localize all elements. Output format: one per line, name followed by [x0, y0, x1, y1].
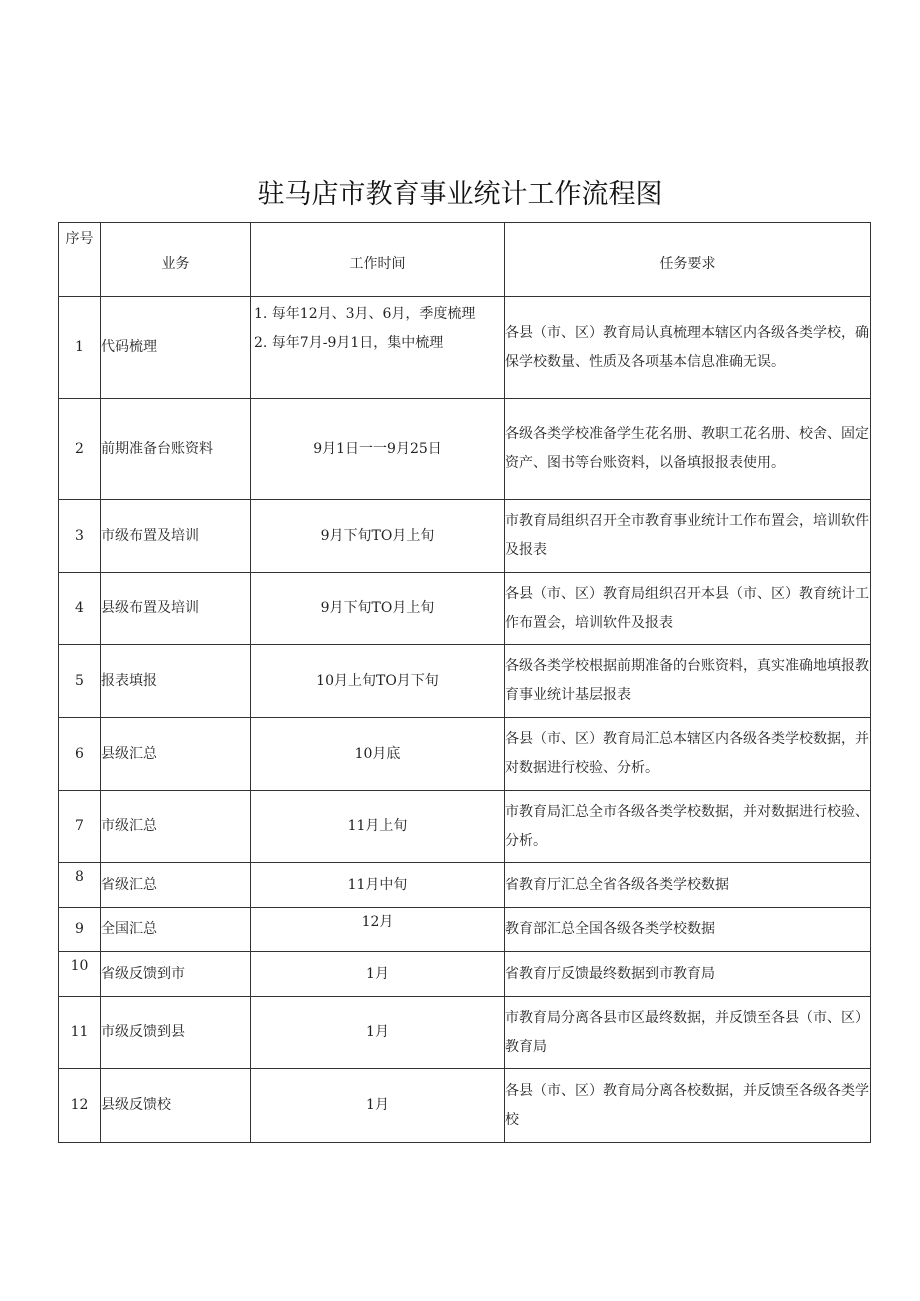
table-row — [59, 863, 871, 908]
row-seq: 4 — [59, 573, 101, 645]
header-time-label: 工作时间 — [349, 256, 406, 272]
table-row — [59, 908, 871, 952]
row-seq: 1 — [59, 297, 101, 399]
row-business: 前期准备台账资料 — [101, 399, 251, 500]
row-business: 市级汇总 — [101, 791, 251, 863]
row-time: 1月 — [251, 952, 505, 997]
row-business: 省级反馈到市 — [101, 952, 251, 997]
table-row — [59, 297, 871, 399]
row-time: 11月上旬 — [251, 791, 505, 863]
row-seq: 9 — [59, 908, 101, 952]
row-time: 9月下旬TO月上旬 — [251, 500, 505, 573]
row-requirement: 市教育局汇总全市各级各类学校数据，并对数据进行校验、分析。 — [505, 791, 871, 863]
row-requirement: 各级各类学校根据前期准备的台账资料，真实准确地填报教育事业统计基层报表 — [505, 645, 871, 718]
row-time — [251, 297, 505, 399]
page-title: 驻马店市教育事业统计工作流程图 — [257, 179, 663, 210]
row-time: 9月下旬TO月上旬 — [251, 573, 505, 645]
table-row — [59, 997, 871, 1069]
table-row — [59, 399, 871, 500]
row-requirement: 市教育局组织召开全市教育事业统计工作布置会，培训软件及报表 — [505, 500, 871, 573]
row-seq: 3 — [59, 500, 101, 573]
row-seq: 2 — [59, 399, 101, 500]
row-requirement: 教育部汇总全国各级各类学校数据 — [505, 908, 871, 952]
header-seq: 序号 — [59, 223, 101, 297]
row-requirement: 省教育厅反馈最终数据到市教育局 — [505, 952, 871, 997]
row-time: 1月 — [251, 1069, 505, 1143]
header-requirement — [505, 223, 871, 297]
row-seq: 7 — [59, 791, 101, 863]
row-time: 12月 — [251, 908, 505, 952]
header-requirement-label: 任务要求 — [659, 256, 716, 272]
row-seq: 8 — [59, 863, 101, 908]
row-time: 10月底 — [251, 718, 505, 791]
row-requirement: 各级各类学校准备学生花名册、教职工花名册、校舍、固定资产、图书等台账资料，以备填报报表使用。 — [505, 399, 871, 500]
row-time: 1月 — [251, 997, 505, 1069]
table-row — [59, 791, 871, 863]
table-row — [59, 573, 871, 645]
row-time: 9月1日一一9月25日 — [251, 399, 505, 500]
row-business: 县级汇总 — [101, 718, 251, 791]
row-seq: 10 — [59, 952, 101, 997]
row-business: 市级反馈到县 — [101, 997, 251, 1069]
row-business: 县级反馈校 — [101, 1069, 251, 1143]
row-seq: 12 — [59, 1069, 101, 1143]
row-business: 市级布置及培训 — [101, 500, 251, 573]
row-business: 全国汇总 — [101, 908, 251, 952]
table-row — [59, 500, 871, 573]
row-requirement: 市教育局分离各县市区最终数据，并反馈至各县（市、区）教育局 — [505, 997, 871, 1069]
row-business: 县级布置及培训 — [101, 573, 251, 645]
header-business — [101, 223, 251, 297]
row-time-line: 1. 每年12月、3月、6月，季度梳理 — [254, 306, 476, 322]
header-time — [251, 223, 505, 297]
table-header-row — [59, 223, 871, 297]
row-requirement: 各县（市、区）教育局组织召开本县（市、区）教育统计工作布置会，培训软件及报表 — [505, 573, 871, 645]
row-requirement: 各县（市、区）教育局汇总本辖区内各级各类学校数据，并对数据进行校验、分析。 — [505, 718, 871, 791]
table-row — [59, 645, 871, 718]
table-row — [59, 718, 871, 791]
table-row — [59, 1069, 871, 1143]
row-time-line: 2. 每年7月-9月1日，集中梳理 — [254, 335, 444, 351]
row-time: 10月上旬TO月下旬 — [251, 645, 505, 718]
row-business: 代码梳理 — [101, 297, 251, 399]
row-seq: 11 — [59, 997, 101, 1069]
header-business-label: 业务 — [161, 256, 190, 272]
row-seq: 5 — [59, 645, 101, 718]
row-requirement: 各县（市、区）教育局认真梳理本辖区内各级各类学校，确保学校数量、性质及各项基本信息准确无误。 — [505, 297, 871, 399]
row-requirement: 省教育厅汇总全省各级各类学校数据 — [505, 863, 871, 908]
row-time: 11月中旬 — [251, 863, 505, 908]
row-business: 报表填报 — [101, 645, 251, 718]
row-requirement: 各县（市、区）教育局分离各校数据，并反馈至各级各类学校 — [505, 1069, 871, 1143]
row-seq: 6 — [59, 718, 101, 791]
table-row — [59, 952, 871, 997]
row-business: 省级汇总 — [101, 863, 251, 908]
workflow-table — [58, 222, 871, 1143]
